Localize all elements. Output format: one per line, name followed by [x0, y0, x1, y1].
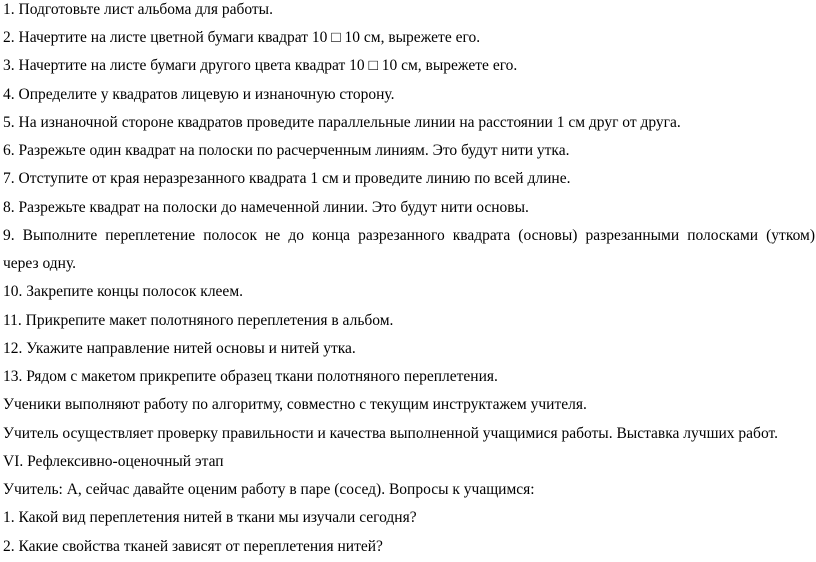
teacher-check-paragraph: Учитель осуществляет проверку правильности и качества выполненной учащимися работы. Выставка лучших работ.: [3, 425, 778, 442]
step-13-text: 13. Рядом с макетом прикрепите образец ткани полотняного переплетения.: [3, 368, 498, 385]
question-1-text: 1. Какой вид переплетения нитей в ткани мы изучали сегодня?: [3, 509, 417, 526]
step-5-text: 5. На изнаночной стороне квадратов проведите параллельные линии на расстоянии 1 см друг от друга.: [3, 114, 681, 131]
section-heading-reflection: VI. Рефлексивно-оценочный этап: [3, 453, 224, 470]
step-11-text: 11. Прикрепите макет полотняного переплетения в альбом.: [3, 312, 394, 329]
teacher-prompt-paragraph: Учитель: А, сейчас давайте оценим работу в паре (сосед). Вопросы к учащимся:: [3, 481, 535, 498]
step-4-text: 4. Определите у квадратов лицевую и изнаночную сторону.: [3, 86, 395, 103]
step-9-continuation-text: через одну.: [3, 255, 77, 272]
step-3-text: 3. Начертите на листе бумаги другого цвета квадрат 10 □ 10 см, вырежете его.: [3, 57, 518, 74]
step-7-text: 7. Отступите от края неразрезанного квадрата 1 см и проведите линию по всей длине.: [3, 170, 571, 187]
step-8-text: 8. Разрежьте квадрат на полоски до намеченной линии. Это будут нити основы.: [3, 199, 529, 216]
step-6-text: 6. Разрежьте один квадрат на полоски по расчерченным линиям. Это будут нити утка.: [3, 142, 570, 159]
step-9-text: 9. Выполните переплетение полосок не до конца разрезанного квадрата (основы) разрезанными полосками (утком): [3, 227, 815, 244]
step-10-text: 10. Закрепите концы полосок клеем.: [3, 283, 244, 300]
step-12-text: 12. Укажите направление нитей основы и нитей утка.: [3, 340, 356, 357]
question-2-text: 2. Какие свойства тканей зависят от переплетения нитей?: [3, 538, 383, 555]
students-work-paragraph: Ученики выполняют работу по алгоритму, совместно с текущим инструктажем учителя.: [3, 396, 587, 413]
step-1-text: 1. Подготовьте лист альбома для работы.: [3, 1, 273, 18]
step-2-text: 2. Начертите на листе цветной бумаги квадрат 10 □ 10 см, вырежете его.: [3, 29, 481, 46]
